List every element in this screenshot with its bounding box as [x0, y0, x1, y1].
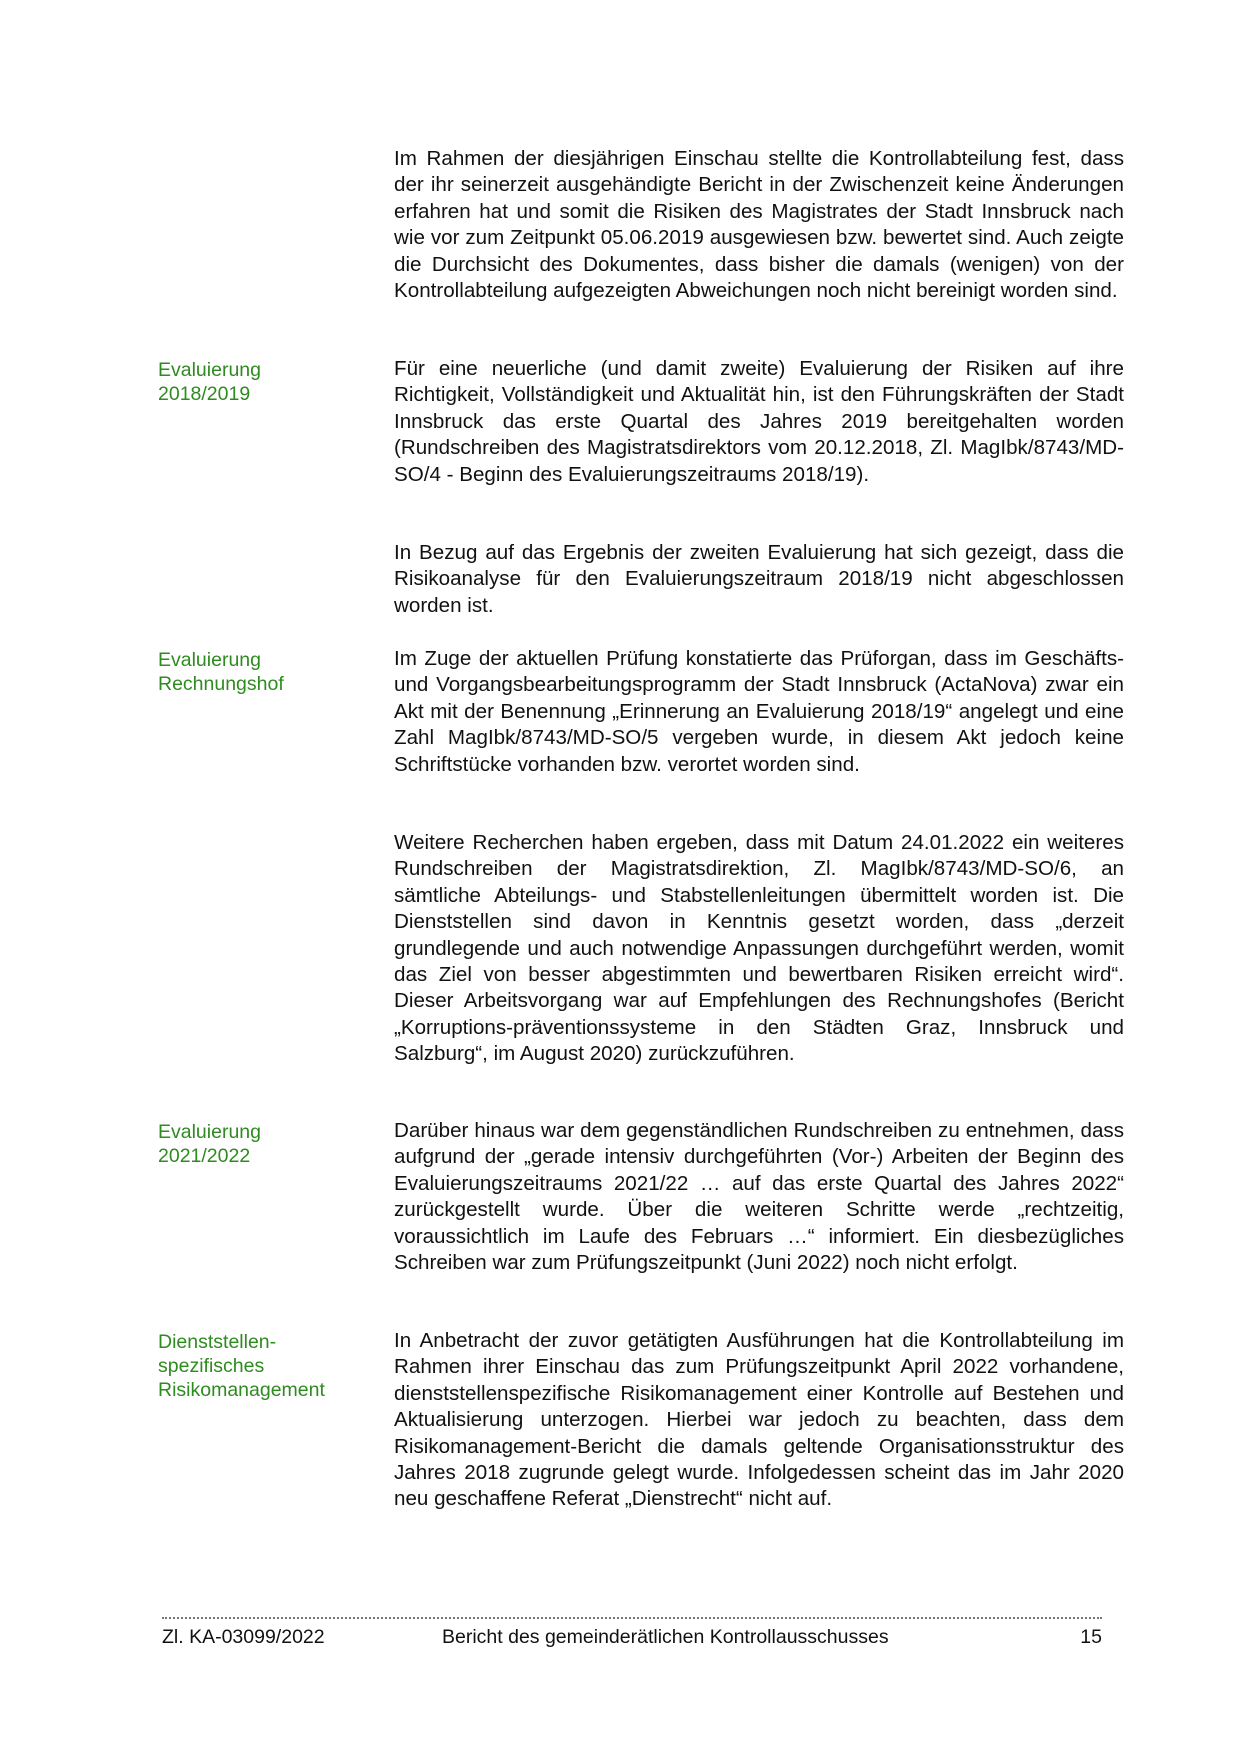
side-label-line: spezifisches [158, 1355, 265, 1377]
side-label-line: Rechnungshof [158, 673, 284, 695]
paragraph-recherchen: Weitere Recherchen haben ergeben, dass mit Datum 24.01.2022 ein weiteres Rundschreiben der Magistratsdirektion, Zl. MagIbk/8743/MD-SO/6, an sämtliche Abteilungs- und Stabstellenleitungen übermittelt worden ist. Die Dienststellen sind davon in Kenntnis gesetzt worden, dass „derzeit grundlegende und auch notwendige Anpassungen durchgeführt werden, womit das Ziel von besser abgestimmten und bewertbaren Risiken erreicht wird“. Dieser Arbeitsvorgang war auf Empfehlungen des Rechnungshofes (Bericht „Korruptions-präventionssysteme in den Städten Graz, Innsbruck und Salzburg“, im August 2020) zurückzuführen. [394, 831, 1124, 1066]
page-footer [162, 1624, 1102, 1654]
side-label-evaluierung-rechnungshof [158, 648, 368, 696]
paragraph-anbetracht: In Anbetracht der zuvor getätigten Ausführungen hat die Kontrollabteilung im Rahmen ihrer Einschau das zum Prüfungszeitpunkt April 2022 vorhandene, dienststellenspezifische Risikomanagement einer Kontrolle auf Bestehen und Aktualisierung unterzogen. Hierbei war jedoch zu beachten, dass dem Risikomanagement-Bericht die damals geltende Organisationsstruktur des Jahres 2018 zugrunde gelegt wurde. Infolgedessen scheint das im Jahr 2020 neu geschaffene Referat „Dienstrecht“ nicht auf. [394, 1329, 1124, 1511]
side-label-evaluierung-2021-2022 [158, 1120, 368, 1168]
side-label-line: Evaluierung [158, 649, 261, 671]
paragraph-rundschreiben: Darüber hinaus war dem gegenständlichen Rundschreiben zu entnehmen, dass aufgrund der „gerade intensiv durchgeführten (Vor-) Arbeiten der Beginn des Evaluierungszeitraums 2021/22 … auf das erste Quartal des Jahres 2022“ zurückgestellt wurde. Über die weiteren Schritte werde „rechtzeitig, voraussichtlich im Laufe des Februars …“ informiert. Ein diesbezügliches Schreiben war zum Prüfungszeitpunkt (Juni 2022) noch nicht erfolgt. [394, 1119, 1124, 1275]
paragraph-zweite-evaluierung: Für eine neuerliche (und damit zweite) Evaluierung der Risiken auf ihre Richtigkeit, Vollständigkeit und Aktualität hin, ist den Führungskräften der Stadt Innsbruck das erste Quartal des Jahres 2019 bereitgehalten worden (Rundschreiben des Magistratsdirektors vom 20.12.2018, Zl. MagIbk/8743/MD-SO/4 - Beginn des Evaluierungszeitraums 2018/19). [394, 357, 1124, 486]
side-label-line: 2021/2022 [158, 1145, 251, 1167]
side-label-line: Evaluierung [158, 1121, 261, 1143]
side-label-evaluierung-2018-2019 [158, 358, 368, 406]
side-label-line: Risikomanagement [158, 1379, 325, 1401]
footer-divider [162, 1617, 1102, 1619]
footer-reference: Zl. KA-03099/2022 [162, 1626, 325, 1648]
side-label-risikomanagement [158, 1330, 368, 1402]
paragraph-einschau: Im Rahmen der diesjährigen Einschau stellte die Kontrollabteilung fest, dass der ihr seinerzeit ausgehändigte Bericht in der Zwischenzeit keine Änderungen erfahren hat und somit die Risiken des Magistrates der Stadt Innsbruck nach wie vor zum Zeitpunkt 05.06.2019 ausgewiesen bzw. bewertet sind. Auch zeigte die Durchsicht des Dokumentes, dass bisher die damals (wenigen) von der Kontrollabteilung aufgezeigten Abweichungen noch nicht bereinigt worden sind. [394, 147, 1124, 303]
paragraph-ergebnis-evaluierung: In Bezug auf das Ergebnis der zweiten Evaluierung hat sich gezeigt, dass die Risikoanalyse für den Evaluierungszeitraum 2018/19 nicht abgeschlossen worden ist. [394, 541, 1124, 617]
side-label-line: Dienststellen- [158, 1331, 277, 1353]
side-label-line: Evaluierung [158, 359, 261, 381]
page-number: 15 [1080, 1626, 1102, 1648]
side-label-line: 2018/2019 [158, 383, 251, 405]
paragraph-actanova: Im Zuge der aktuellen Prüfung konstatierte das Prüforgan, dass im Geschäfts- und Vorgangsbearbeitungsprogramm der Stadt Innsbruck (ActaNova) zwar ein Akt mit der Benennung „Erinnerung an Evaluierung 2018/19“ angelegt und eine Zahl MagIbk/8743/MD-SO/5 vergeben wurde, in diesem Akt jedoch keine Schriftstücke vorhanden bzw. verortet worden sind. [394, 647, 1124, 776]
footer-title: Bericht des gemeinderätlichen Kontrollausschusses [442, 1626, 889, 1648]
